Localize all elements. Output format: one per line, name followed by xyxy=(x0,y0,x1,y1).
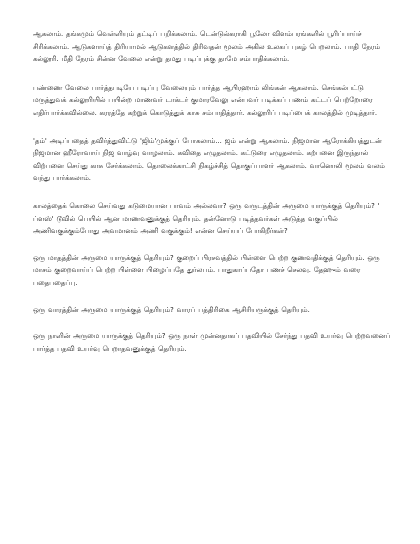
paragraph-6: ஒரு வாரத்தின் அருமை யாருக்குத் தெரியும்? வாரப் பத்திரிகை ஆசிரியருக்குத் தெரியும். xyxy=(33,305,310,314)
paragraph-2: பண்ணை வேலை பார்த்தபடியே படிப்பு வேலையும் பார்த்த ஆபிரஹாம் லிங்கன் ஆகலாம். செங்கல்பட்டு மருத்துவக் கல்லூரியில் பயின்ற மாணவர் டாக்டர் குமாரவேலு என்பவர் படிக்கப் பணம் கட்டப் பெற்றோரை எதிர்பார்க்கவில்லை. கரரத்தே கற்றுக் கொடுத்துக் காசு சம்பாதித்தார். கல்லூரிப் படிப்பைக் காலத்தில் முடித்தார். xyxy=(33,83,378,117)
paragraph-1: ஆகலாம். தங்கமும் வெள்ளியும் தட்டிப் பறிக்கலாம். டென்டுல்கராகி பூலோ விளம்பரங்களில் பூரிப்பாய்ச் சிரிக்கலாம். ஆடுகளாய்த் திரியாமல் ஆடுகளத்தில் திரிவதன் மூலம் அகில உலகப் புகழ் பெறலாம். பாதி நேரம் கல்லூரி. மீதி நேரம் சின்ன வேலை என்று தமது படிப்புக்கு தாமே சம்பாதிக்கலாம். xyxy=(33,30,381,64)
paragraph-3: 'தம்' அடிப்பதைத் தவிர்த்துவிட்டு 'ஜிம்'முக்குப் போகலாம்... ஜம் என்று ஆகலாம். நிஜமான ஆரோக்கியத்துடன் நிஜமான ஹீரோவாய் நிஜ வாழ்வு வாழலாம். கவிதை எழுதலாம். கட்டுரை எழுதலாம். கற்பனை இருந்தால் விற்பனை செய்து காசு சேர்க்கலாம். தொலைக்காட்சி நிகழ்ச்சித் தொகுப்பாளர் ஆகலாம். வானொலி மூலம் வலம் வந்து பார்க்கலாம். xyxy=(33,136,385,183)
paragraph-4: காலத்தைக் கொலை செய்வது கடுமையான பாவம் அல்லவா? ஒரு வருடத்தின் அருமை யாருக்குத் தெரியும்? ' ப்ளஸ்' டூவில் பெயில் ஆன மாணவனுக்குத் தெரியும். தன்னோடு படித்தவர்கள் அடுத்த வகுப்பில் அணிவகுக்கும்போது அவமானம் அணி வகுக்கும்! என்ன செய்யப் போகிறீர்கள்? xyxy=(33,201,380,236)
document-page xyxy=(33,28,391,355)
paragraph-5: ஒரு மாதத்தின் அருமை யாருக்குத் தெரியும்? குறைப் பிரசவத்தில் பிள்ளை பெற்ற குணவதிக்குத் தெரியும். ஒரு மாசம் குறைவாய்ப் பெற்ற பிள்ளை பிழைப்பதே துர்லபம். பாதுகாப்பதோ பணச் செலவு. தேஹும் வரை பதைபதைப்பு. xyxy=(33,253,380,287)
paragraph-7: ஒரு நாளின் அருமை யாருக்குத் தெரியும்? ஒரு நாள் முன்னதாகப் பதவியில் சேர்ந்து பதவி உயர்வு பெற்றவனைப் பார்த்த பதவி உயர்வு பெறாதவனுக்குத் தெரியும். xyxy=(33,332,391,353)
